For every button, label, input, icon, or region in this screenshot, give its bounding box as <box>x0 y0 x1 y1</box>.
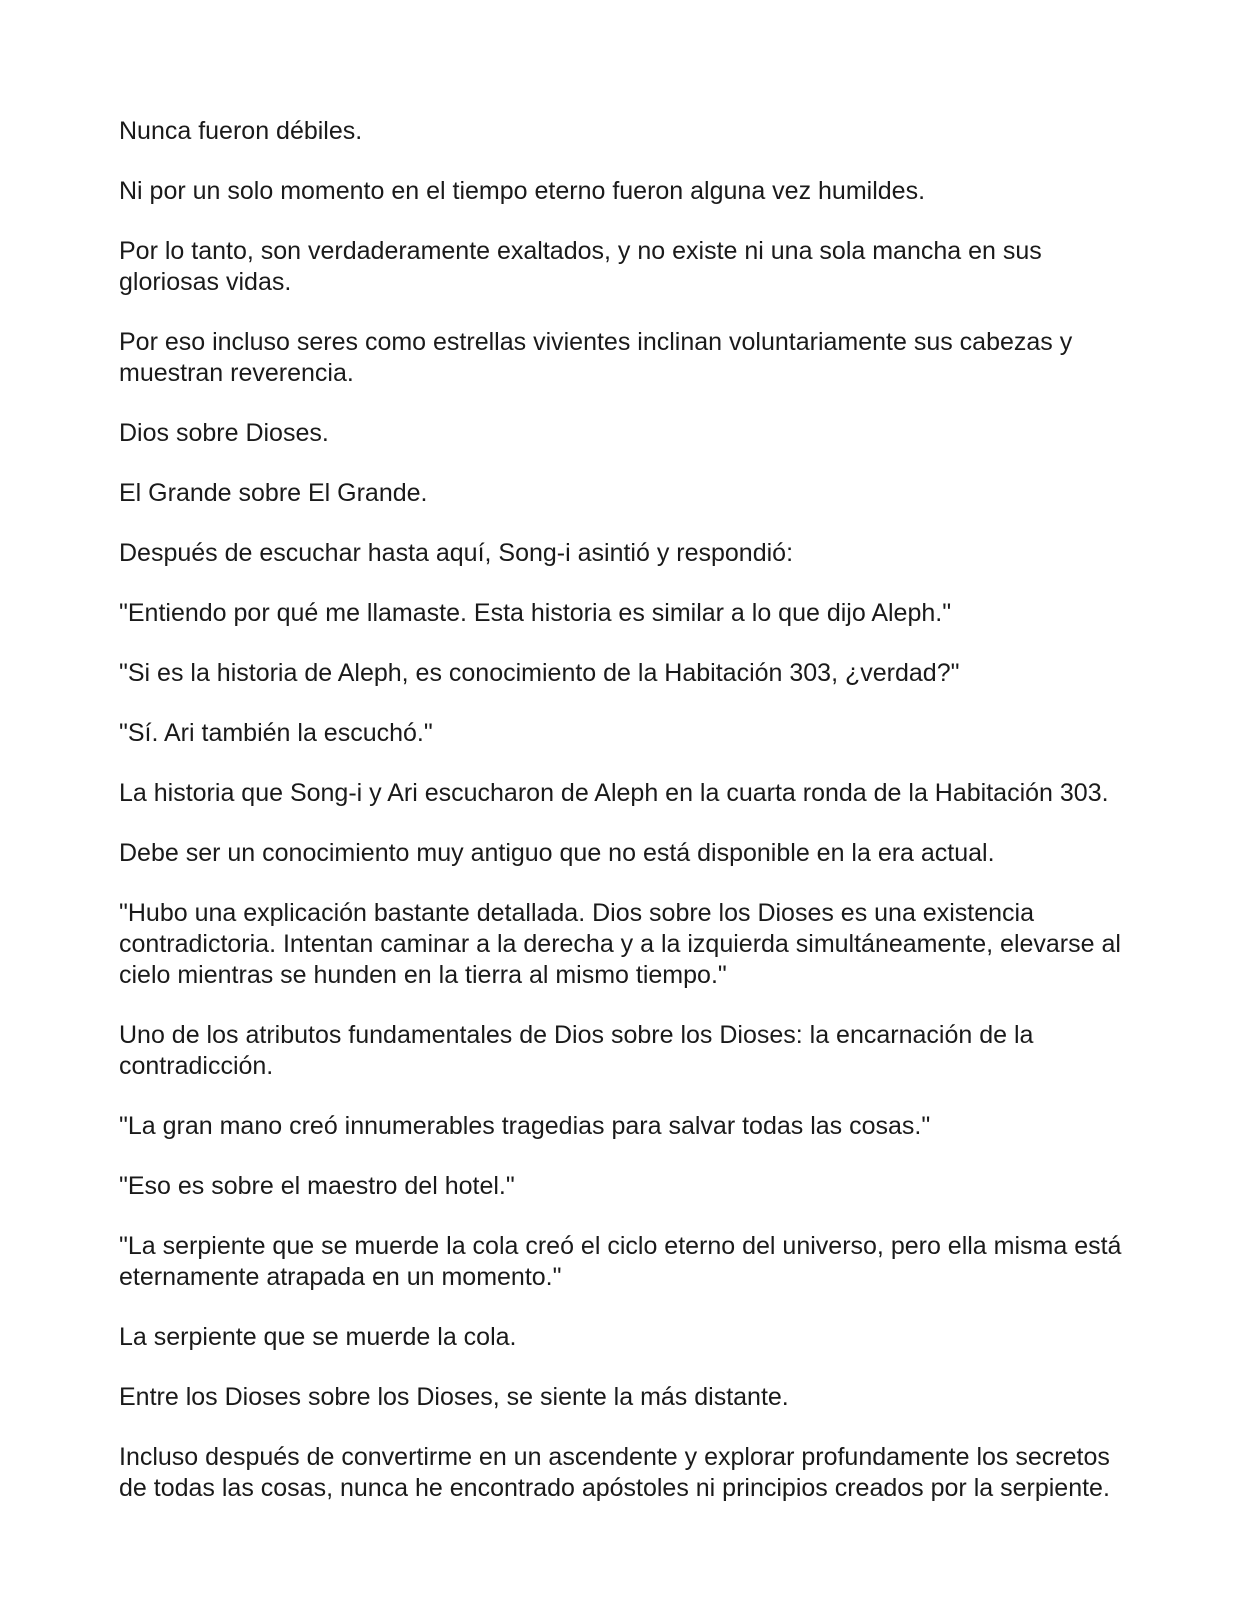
paragraph: Por lo tanto, son verdaderamente exaltados, y no existe ni una sola mancha en sus gloriosas vidas. <box>119 237 1042 296</box>
paragraph: "La gran mano creó innumerables tragedias para salvar todas las cosas." <box>119 1112 931 1140</box>
paragraph: Uno de los atributos fundamentales de Dios sobre los Dioses: la encarnación de la contradicción. <box>119 1021 1034 1080</box>
paragraph: Dios sobre Dioses. <box>119 419 329 447</box>
paragraph: Debe ser un conocimiento muy antiguo que no está disponible en la era actual. <box>119 839 995 867</box>
paragraph: Nunca fueron débiles. <box>119 117 363 145</box>
paragraph: "Entiendo por qué me llamaste. Esta historia es similar a lo que dijo Aleph." <box>119 599 952 627</box>
paragraph: "Sí. Ari también la escuchó." <box>119 719 433 747</box>
paragraph: El Grande sobre El Grande. <box>119 479 428 507</box>
paragraph: "Si es la historia de Aleph, es conocimiento de la Habitación 303, ¿verdad?" <box>119 659 960 687</box>
document-body <box>119 116 1129 1533</box>
paragraph: La historia que Song-i y Ari escucharon de Aleph en la cuarta ronda de la Habitación 303. <box>119 779 1109 807</box>
paragraph: Después de escuchar hasta aquí, Song-i asintió y respondió: <box>119 539 794 567</box>
paragraph: Incluso después de convertirme en un ascendente y explorar profundamente los secretos de todas las cosas, nunca he encontrado apóstoles ni principios creados por la serpiente. <box>119 1443 1110 1502</box>
paragraph: Ni por un solo momento en el tiempo eterno fueron alguna vez humildes. <box>119 177 926 205</box>
paragraph: Por eso incluso seres como estrellas vivientes inclinan voluntariamente sus cabezas y muestran reverencia. <box>119 328 1073 387</box>
paragraph: "Eso es sobre el maestro del hotel." <box>119 1172 515 1200</box>
paragraph: La serpiente que se muerde la cola. <box>119 1323 517 1351</box>
paragraph: Entre los Dioses sobre los Dioses, se siente la más distante. <box>119 1383 789 1411</box>
paragraph: "La serpiente que se muerde la cola creó el ciclo eterno del universo, pero ella misma está eternamente atrapada en un momento." <box>119 1232 1122 1291</box>
paragraph: "Hubo una explicación bastante detallada. Dios sobre los Dioses es una existencia contradictoria. Intentan caminar a la derecha y a la izquierda simultáneamente, elevarse al cielo mientras se hunden en la tierra al mismo tiempo." <box>119 899 1121 989</box>
